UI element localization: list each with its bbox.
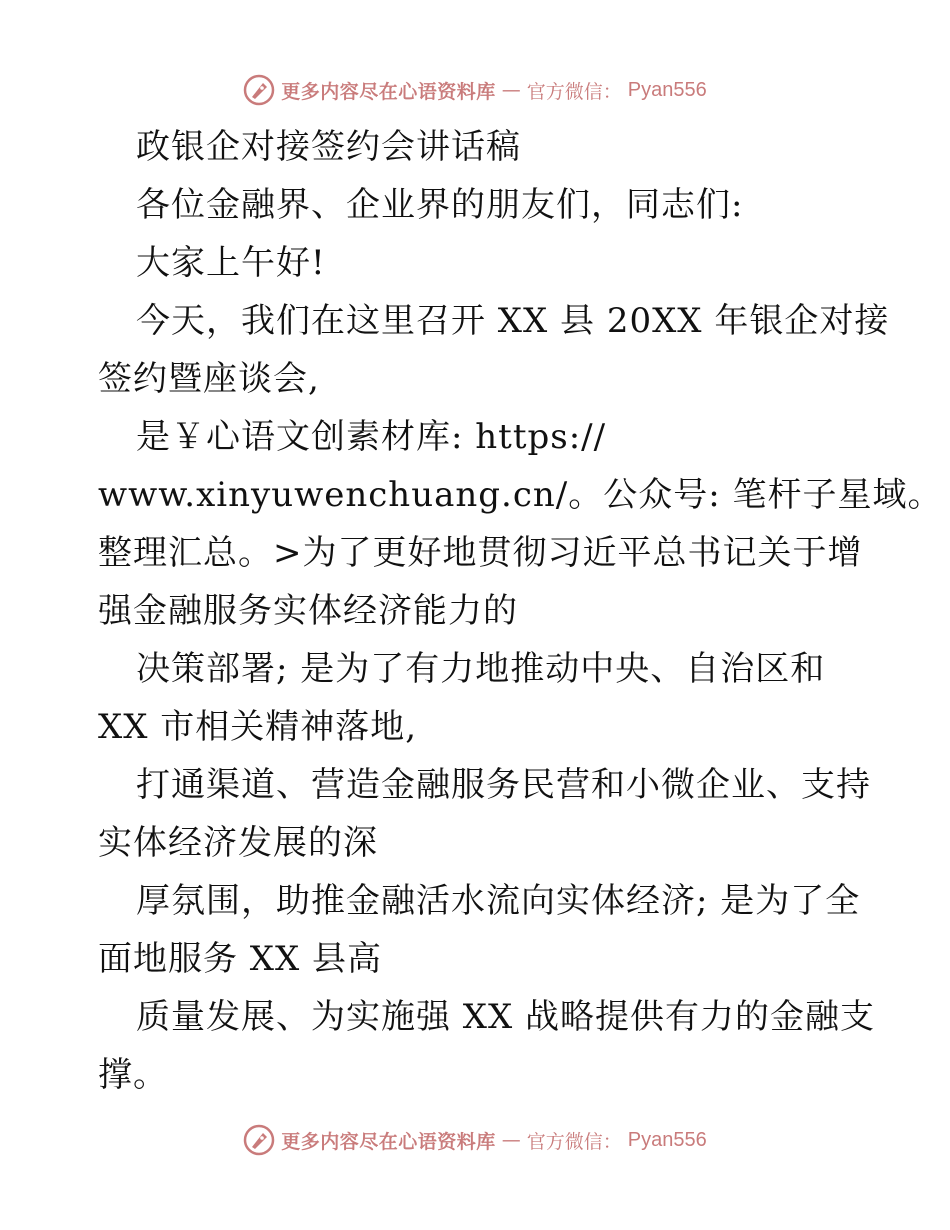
header-watermark: [0, 72, 950, 108]
paragraph-line: 签约暨座谈会,: [98, 359, 320, 399]
brand-separator: —: [501, 79, 521, 101]
document-body: [98, 118, 943, 1104]
paragraph-line: 撑。: [98, 1055, 168, 1095]
paragraph-line: XX 市相关精神落地,: [98, 707, 418, 747]
footer-watermark: [0, 1122, 950, 1158]
pen-nib-icon: [243, 1124, 275, 1156]
paragraph-line: 决策部署; 是为了有力地推动中央、自治区和: [136, 649, 826, 689]
brand-separator: —: [501, 1129, 521, 1151]
brand-text: 更多内容尽在心语资料库: [281, 80, 496, 103]
wechat-label: 官方微信：: [526, 80, 622, 103]
greeting-line: 各位金融界、企业界的朋友们，同志们:: [136, 185, 744, 225]
pen-nib-icon: [243, 74, 275, 106]
paragraph-line: 质量发展、为实施强 XX 战略提供有力的金融支: [136, 997, 876, 1037]
wechat-label: 官方微信：: [526, 1130, 622, 1153]
wechat-id: Pyan556: [627, 1128, 707, 1151]
wechat-id: Pyan556: [627, 78, 707, 101]
brand-text: 更多内容尽在心语资料库: [281, 1130, 496, 1153]
paragraph-line: www.xinyuwenchuang.cn/。公众号: 笔杆子星域。: [98, 475, 943, 515]
paragraph-line: 整理汇总。>为了更好地贯彻习近平总书记关于增: [98, 533, 863, 573]
document-title: 政银企对接签约会讲话稿: [136, 127, 521, 167]
paragraph-line: 打通渠道、营造金融服务民营和小微企业、支持: [136, 765, 871, 805]
paragraph-line: 实体经济发展的深: [98, 823, 378, 863]
paragraph-line: 今天，我们在这里召开 XX 县 20XX 年银企对接: [136, 301, 890, 341]
paragraph-line: 厚氛围，助推金融活水流向实体经济; 是为了全: [136, 881, 861, 921]
paragraph-line: 是￥心语文创素材库: https://: [136, 417, 607, 457]
paragraph-line: 强金融服务实体经济能力的: [98, 591, 518, 631]
greeting-line: 大家上午好!: [136, 243, 326, 283]
paragraph-line: 面地服务 XX 县高: [98, 939, 383, 979]
